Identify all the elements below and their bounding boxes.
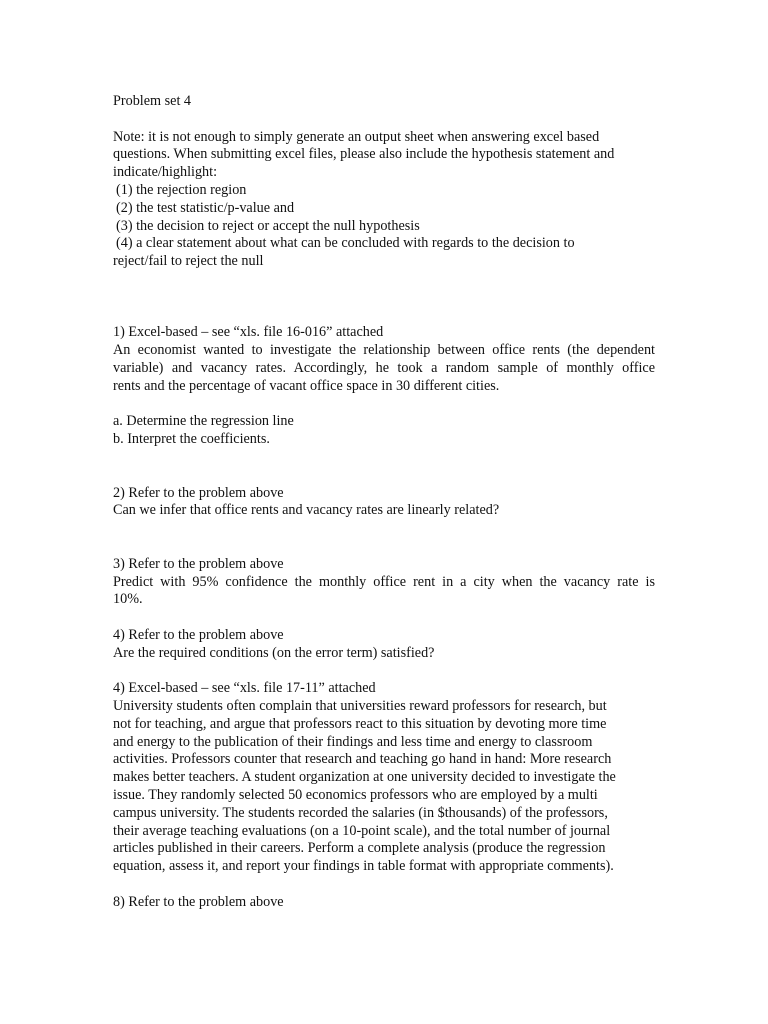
spacer xyxy=(113,111,655,129)
instructions-note xyxy=(113,129,655,271)
question-4 xyxy=(113,627,655,663)
question-2 xyxy=(113,485,655,521)
body-line: not for teaching, and argue that professors react to this situation by devoting more time xyxy=(113,715,607,732)
question-body: Can we infer that office rents and vacancy rates are linearly related? xyxy=(113,502,500,519)
body-line: Predict with 95% confidence the monthly office rent in a city when the vacancy rate is xyxy=(113,573,655,590)
spacer xyxy=(113,449,655,485)
question-body xyxy=(113,342,655,395)
question-part: b. Interpret the coefficients. xyxy=(113,431,270,448)
note-item: (4) a clear statement about what can be concluded with regards to the decision to xyxy=(116,235,575,252)
question-5 xyxy=(113,680,655,876)
body-line: University students often complain that universities reward professors for research, but xyxy=(113,698,607,715)
question-heading: 4) Refer to the problem above xyxy=(113,626,284,643)
note-line: indicate/highlight: xyxy=(113,164,218,181)
note-item-continuation: reject/fail to reject the null xyxy=(113,253,264,270)
body-line: variable) and vacancy rates. Accordingly, he took a random sample of monthly office xyxy=(113,359,655,376)
question-part: a. Determine the regression line xyxy=(113,413,294,430)
body-line: activities. Professors counter that research and teaching go hand in hand: More research xyxy=(113,751,612,768)
body-line: campus university. The students recorded the salaries (in $thousands) of the professors, xyxy=(113,804,608,821)
question-heading: 8) Refer to the problem above xyxy=(113,893,284,910)
question-body: Are the required conditions (on the error term) satisfied? xyxy=(113,644,435,661)
body-line: articles published in their careers. Perform a complete analysis (produce the regression xyxy=(113,840,606,857)
spacer xyxy=(113,663,655,681)
note-line: Note: it is not enough to simply generate an output sheet when answering excel based xyxy=(113,128,600,145)
spacer xyxy=(113,271,655,324)
note-item: (1) the rejection region xyxy=(116,181,247,198)
note-item: (3) the decision to reject or accept the null hypothesis xyxy=(116,217,420,234)
question-heading: 4) Excel-based – see “xls. file 17-11” attached xyxy=(113,680,376,697)
question-3 xyxy=(113,556,655,609)
document-body xyxy=(113,93,655,912)
body-line: equation, assess it, and report your findings in table format with appropriate comments). xyxy=(113,858,614,875)
question-heading: 2) Refer to the problem above xyxy=(113,484,284,501)
body-line: rents and the percentage of vacant office space in 30 different cities. xyxy=(113,377,500,394)
body-line: their average teaching evaluations (on a 10-point scale), and the total number of journal xyxy=(113,822,611,839)
body-line: issue. They randomly selected 50 economics professors who are employed by a multi xyxy=(113,787,598,804)
body-line: makes better teachers. A student organization at one university decided to investigate the xyxy=(113,769,616,786)
spacer xyxy=(113,876,655,894)
question-body xyxy=(113,574,655,610)
body-line: 10%. xyxy=(113,591,143,608)
body-line: and energy to the publication of their findings and less time and energy to classroom xyxy=(113,733,593,750)
question-heading: 1) Excel-based – see “xls. file 16-016” attached xyxy=(113,324,384,341)
spacer xyxy=(113,520,655,556)
spacer xyxy=(113,609,655,627)
question-heading: 3) Refer to the problem above xyxy=(113,555,284,572)
note-line: questions. When submitting excel files, please also include the hypothesis statement and xyxy=(113,146,615,163)
question-1 xyxy=(113,324,655,449)
question-6 xyxy=(113,894,655,912)
body-line: An economist wanted to investigate the relationship between office rents (the dependent xyxy=(113,342,655,359)
note-item: (2) the test statistic/p-value and xyxy=(116,199,295,216)
page-title: Problem set 4 xyxy=(113,93,192,109)
spacer xyxy=(113,396,655,414)
